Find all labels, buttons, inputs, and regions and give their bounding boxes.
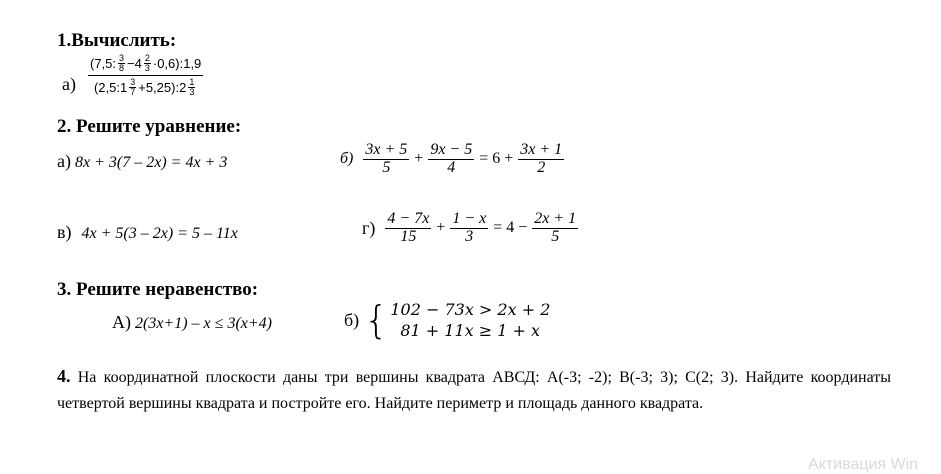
fraction-numerator: 1 − x [452,210,487,227]
task3-a-label: А) [112,312,131,332]
task3-heading: 3. Решите неравенство: [57,279,259,300]
task2-v-label: в) [57,222,72,242]
task3-b-line1: 102 − 73x > 2x + 2 [390,300,551,319]
task2-g-label: г) [362,217,376,238]
task2-v [57,222,238,243]
fraction-numerator: 1 [189,77,195,87]
fraction-denominator: 3 [144,63,150,73]
task2-a-label: а) [57,151,71,171]
fraction-denominator: 7 [130,87,136,97]
task2-b-op2: = 6 + [479,150,514,168]
task2-heading: 2. Решите уравнение: [57,116,242,137]
task2-b-frac1 [363,142,409,177]
task4-number: 4. [57,366,71,386]
task2-v-equation: 4x + 5(3 – 2x) = 5 – 11x [81,225,238,242]
task2-b-frac3 [518,142,564,177]
task2-b [340,142,566,177]
task3-a-inequality: 2(3x+1) – x ≤ 3(x+4) [135,315,272,332]
fraction-denominator: 2 [537,158,546,176]
task2-g-op2: = 4 − [493,219,528,237]
task1-numerator [88,54,203,76]
task1-denominator [92,76,199,97]
task1-den-frac2 [188,78,195,97]
task3-b [344,299,550,341]
task1-num-open: (7,5: [90,56,117,71]
task2-g-frac2 [450,211,488,246]
fraction-denominator: 5 [551,227,560,245]
task1-heading: 1.Вычислить: [57,30,177,51]
activation-watermark: Активация Win [808,456,919,473]
fraction-numerator: 2x + 1 [534,210,577,227]
fraction-numerator: 3 [119,53,125,63]
task1-num-frac2 [144,54,151,73]
task1-den-frac1 [129,78,136,97]
task2-b-frac2 [428,142,474,177]
task2-b-label: б) [340,150,354,168]
task3-b-brace: { [364,298,389,342]
task3-b-line2: 81 + 11x ≥ 1 + x [400,321,541,340]
task4-text: На координатной плоскости даны три вершины квадрата АВСД: А(-3; -2); В(-3; 3); С(2; 3). Найдите координаты четвертой вершины квадрата и постройте его. Найдите периметр и площадь данного квадрата. [57,369,892,412]
task2-a [57,151,227,172]
fraction-denominator: 4 [447,158,456,176]
fraction-numerator: 4 − 7x [387,210,430,227]
task2-g [362,211,580,246]
task3-b-system [390,299,550,341]
fraction-denominator: 5 [382,158,391,176]
task2-g-frac3 [532,211,578,246]
fraction-numerator: 3 [130,77,136,87]
fraction-denominator: 15 [400,227,417,245]
task2-b-op1: + [414,150,424,168]
task3-b-label: б) [344,309,360,330]
task1-expression [88,54,203,97]
fraction-numerator: 9x − 5 [430,141,473,158]
task1-num-close: ·0,6):1,9 [152,56,202,71]
task2-a-equation: 8x + 3(7 – 2x) = 4x + 3 [74,154,228,171]
fraction-denominator: 3 [465,227,474,245]
task1-num-frac1 [118,54,125,73]
task2-g-op1: + [436,219,446,237]
task4-paragraph [57,363,891,417]
task2-g-frac1 [385,211,431,246]
fraction-numerator: 3x + 1 [520,141,563,158]
task1-num-minus: −4 [127,56,142,71]
task1-label: а) [62,74,76,94]
fraction-denominator: 3 [189,87,195,97]
task1-den-plus: +5,25):2 [138,80,187,95]
fraction-numerator: 2 [144,53,150,63]
task3-a [112,312,272,333]
fraction-numerator: 3x + 5 [365,141,408,158]
fraction-denominator: 8 [119,63,125,73]
task1-den-open: (2,5:1 [93,80,128,95]
